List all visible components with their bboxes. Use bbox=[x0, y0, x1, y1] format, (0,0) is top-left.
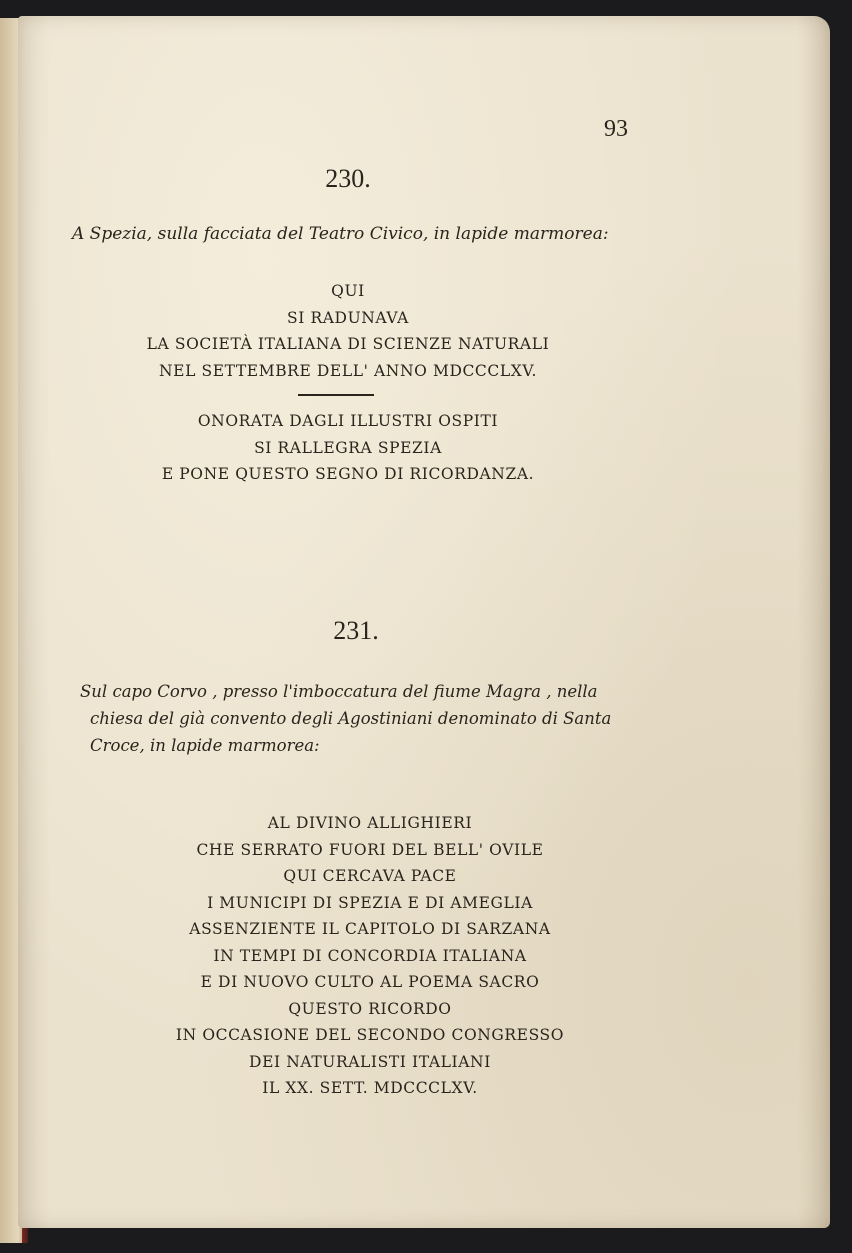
inscription-line: QUI CERCAVA PACE bbox=[283, 867, 457, 885]
entry-230-inscription-part2 bbox=[98, 408, 598, 488]
entry-231-inscription bbox=[130, 810, 610, 1102]
inscription-line: CHE SERRATO FUORI DEL BELL' OVILE bbox=[196, 840, 544, 859]
inscription-line: QUESTO RICORDO bbox=[288, 999, 452, 1018]
inscription-line: LA SOCIETÀ ITALIANA DI SCIENZE NATURALI bbox=[146, 335, 550, 353]
page-number: 93 bbox=[604, 116, 628, 142]
inscription-line: IN OCCASIONE DEL SECONDO CONGRESSO bbox=[175, 1026, 565, 1044]
inscription-line: AL DIVINO ALLIGHIERI bbox=[267, 814, 473, 832]
entry-231-caption bbox=[80, 678, 700, 759]
inscription-line: NEL SETTEMBRE DELL' ANNO MDCCCLXV. bbox=[159, 361, 537, 380]
inscription-line: ASSENZIENTE IL CAPITOLO DI SARZANA bbox=[189, 920, 551, 938]
inscription-line: QUI bbox=[331, 282, 365, 300]
inscription-line: I MUNICIPI DI SPEZIA E DI AMEGLIA bbox=[207, 893, 533, 912]
caption-line: Croce, in lapide marmorea: bbox=[90, 736, 320, 755]
inscription-line: DEI NATURALISTI ITALIANI bbox=[249, 1052, 491, 1071]
inscription-line: IL XX. SETT. MDCCCLXV. bbox=[262, 1079, 478, 1097]
caption-line: chiesa del già convento degli Agostiniani denominato di Santa bbox=[90, 709, 612, 728]
inscription-line: IN TEMPI DI CONCORDIA ITALIANA bbox=[213, 946, 527, 965]
inscription-line: SI RALLEGRA SPEZIA bbox=[254, 438, 442, 457]
entry-number-230: 230. bbox=[325, 164, 371, 193]
entry-230-inscription-part1 bbox=[98, 278, 598, 384]
inscription-line: ONORATA DAGLI ILLUSTRI OSPITI bbox=[197, 412, 499, 430]
inscription-line: SI RADUNAVA bbox=[287, 308, 409, 327]
entry-number-231: 231. bbox=[333, 616, 379, 645]
inscription-line: E PONE QUESTO SEGNO DI RICORDANZA. bbox=[161, 465, 535, 483]
inscription-line: E DI NUOVO CULTO AL POEMA SACRO bbox=[200, 973, 540, 991]
entry-230-caption: A Spezia, sulla facciata del Teatro Civico, in lapide marmorea: bbox=[72, 224, 609, 244]
inscription-divider bbox=[298, 394, 374, 396]
caption-line: Sul capo Corvo , presso l'imboccatura del fiume Magra , nella bbox=[80, 682, 598, 701]
book-page bbox=[18, 16, 830, 1228]
